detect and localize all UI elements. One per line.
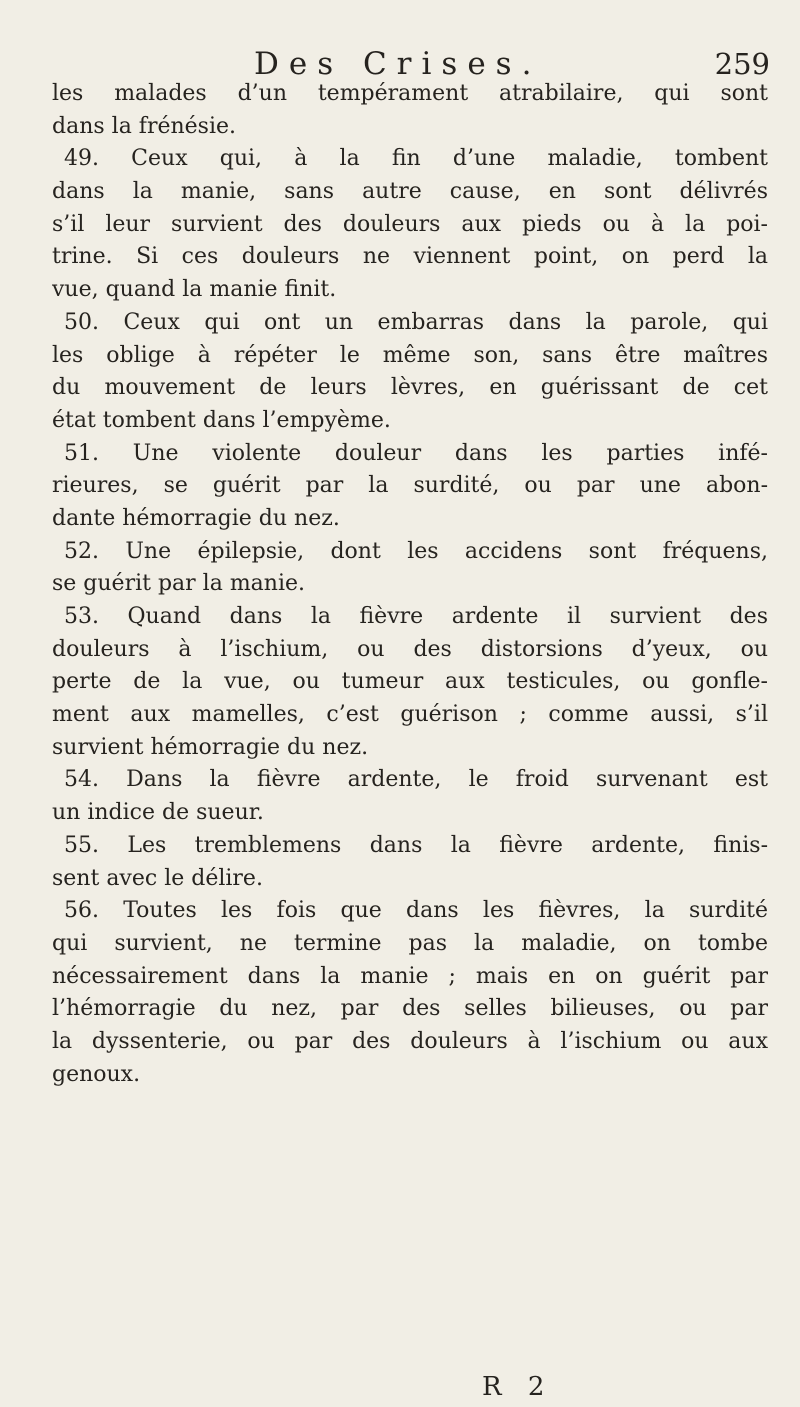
text-line: rieures, se guérit par la surdité, ou par une abon- xyxy=(52,473,768,499)
text-line: du mouvement de leurs lèvres, en guérissant de cet xyxy=(52,375,768,401)
page-number: 259 xyxy=(714,47,770,81)
text-line: la dyssenterie, ou par des douleurs à l’ischium ou aux xyxy=(52,1028,768,1054)
text-line: dans la manie, sans autre cause, en sont délivrés xyxy=(52,179,768,205)
text-line: dans la frénésie. xyxy=(52,113,237,139)
text-line: dante hémorragie du nez. xyxy=(52,505,340,531)
text-line: survient hémorragie du nez. xyxy=(52,734,369,760)
text-line: perte de la vue, ou tumeur aux testicules, ou gonfle- xyxy=(52,669,768,695)
signature-mark: R 2 xyxy=(482,1372,554,1402)
text-line: se guérit par la manie. xyxy=(52,571,306,597)
text-line: sent avec le délire. xyxy=(52,865,263,891)
text-line: genoux. xyxy=(52,1061,141,1087)
text-line: trine. Si ces douleurs ne viennent point, on perd la xyxy=(52,244,768,270)
aphorism-52-start: 52. Une épilepsie, dont les accidens sont fréquens, xyxy=(64,538,768,564)
text-line: vue, quand la manie finit. xyxy=(52,277,337,303)
aphorism-54-start: 54. Dans la fièvre ardente, le froid survenant est xyxy=(64,767,768,793)
aphorism-56-start: 56. Toutes les fois que dans les fièvres, la surdité xyxy=(64,898,768,924)
aphorism-55-start: 55. Les tremblemens dans la fièvre ardente, finis- xyxy=(64,832,768,858)
aphorism-50-start: 50. Ceux qui ont un embarras dans la parole, qui xyxy=(64,309,768,335)
body-text xyxy=(52,78,768,1091)
text-line: ment aux mamelles, c’est guérison ; comme aussi, s’il xyxy=(52,702,768,728)
text-line: l’hémorragie du nez, par des selles bilieuses, ou par xyxy=(52,996,768,1022)
text-line: s’il leur survient des douleurs aux pieds ou à la poi- xyxy=(52,211,768,237)
text-line: état tombent dans l’empyème. xyxy=(52,407,391,433)
aphorism-53-start: 53. Quand dans la fièvre ardente il survient des xyxy=(64,604,768,629)
text-line: douleurs à l’ischium, ou des distorsions d’yeux, ou xyxy=(52,636,768,662)
running-title: Des Crises. xyxy=(254,46,542,82)
aphorism-51-start: 51. Une violente douleur dans les parties infé- xyxy=(64,440,768,466)
aphorism-49-start: 49. Ceux qui, à la fin d’une maladie, tombent xyxy=(64,146,768,172)
text-line: un indice de sueur. xyxy=(52,800,264,826)
text-line: les malades d’un tempérament atrabilaire, qui sont xyxy=(52,81,768,106)
text-line: nécessairement dans la manie ; mais en on guérit par xyxy=(52,963,768,989)
text-line: les oblige à répéter le même son, sans être maîtres xyxy=(52,342,768,368)
text-line: qui survient, ne termine pas la maladie, on tombe xyxy=(52,930,768,956)
